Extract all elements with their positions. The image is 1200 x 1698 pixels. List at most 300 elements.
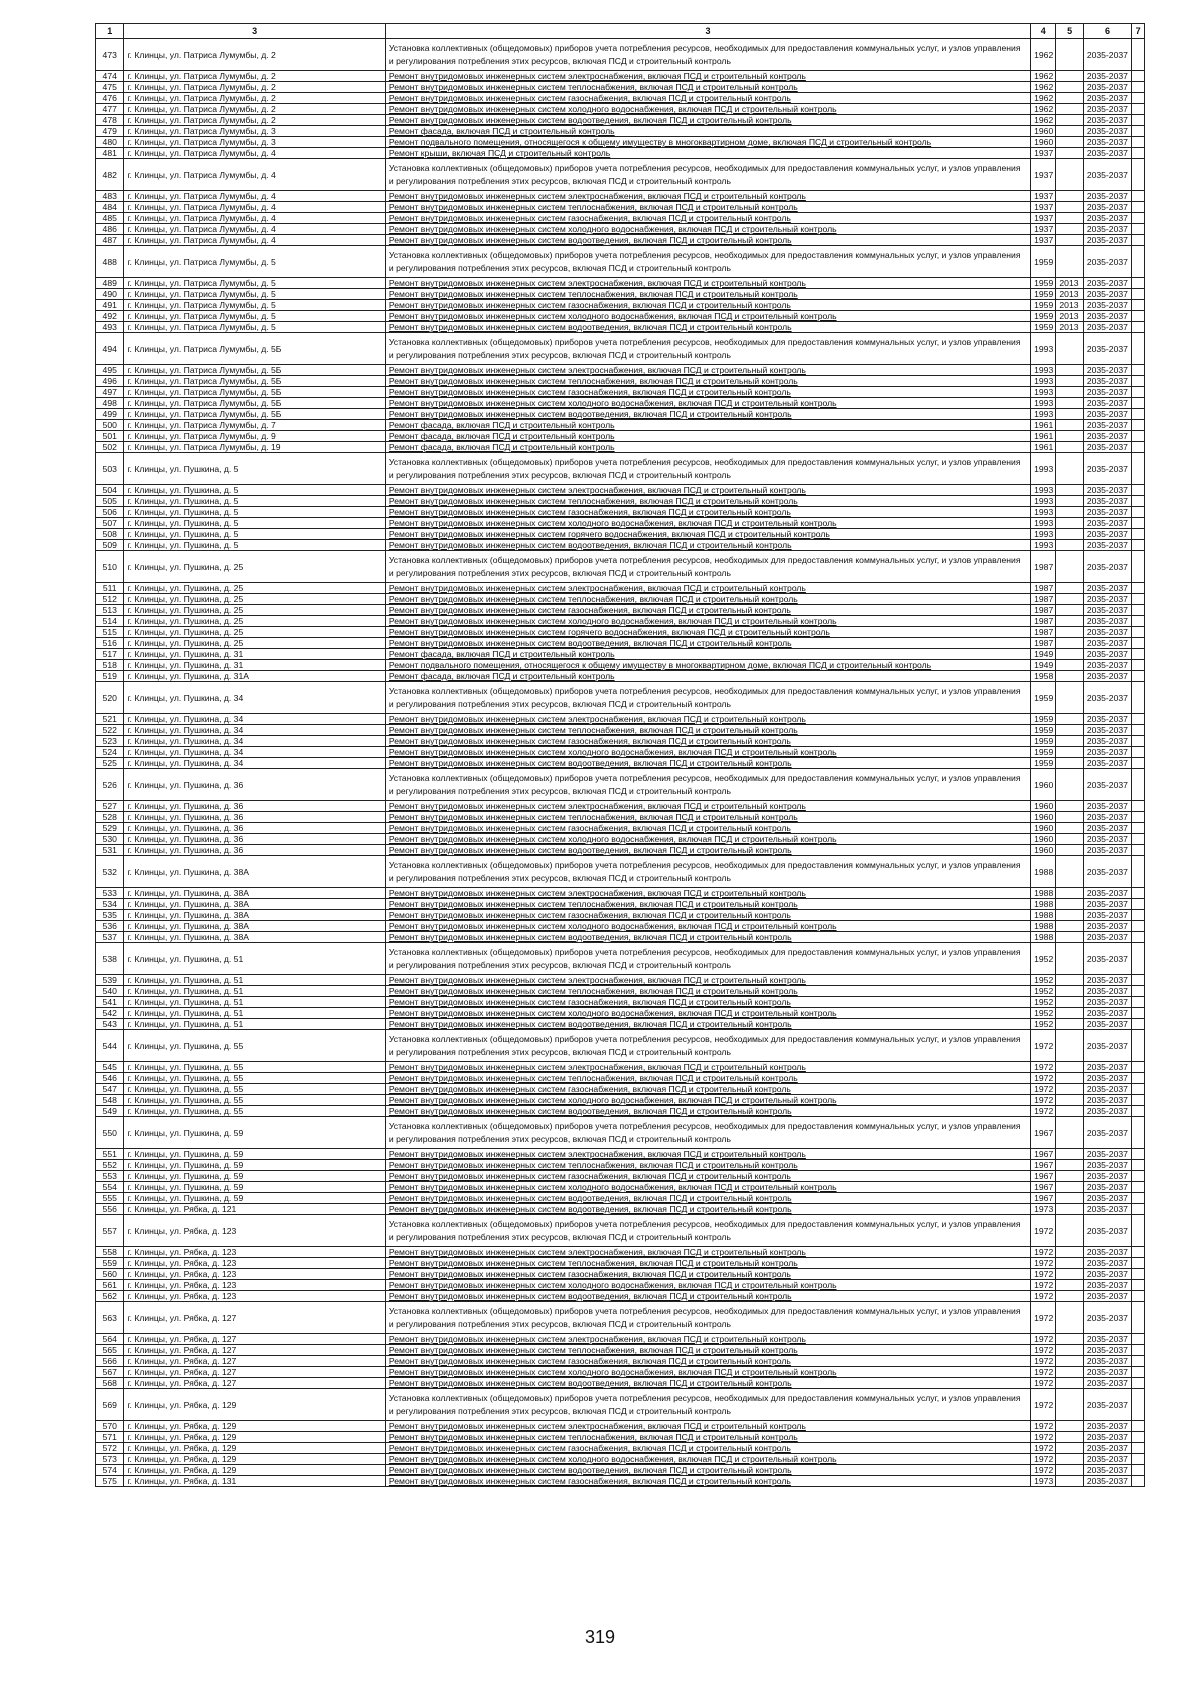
work-type-cell: Ремонт внутридомовых инженерных систем электроснабжения, включая ПСД и строительный контроль [385, 583, 1030, 594]
table-row [96, 649, 1145, 660]
table-row [96, 583, 1145, 594]
extra-cell [1132, 420, 1145, 431]
last-repair-year-cell [1056, 605, 1083, 616]
table-row [96, 507, 1145, 518]
build-year-cell: 1949 [1031, 660, 1056, 671]
extra-cell [1132, 376, 1145, 387]
planned-period-cell: 2035-2037 [1083, 769, 1131, 801]
planned-period-cell: 2035-2037 [1083, 71, 1131, 82]
row-number-cell: 543 [96, 1019, 124, 1030]
last-repair-year-cell [1056, 1247, 1083, 1258]
build-year-cell: 1960 [1031, 812, 1056, 823]
table-row [96, 387, 1145, 398]
extra-cell [1132, 583, 1145, 594]
address-cell: г. Клинцы, ул. Пушкина, д. 51 [124, 1008, 385, 1019]
build-year-cell: 1937 [1031, 224, 1056, 235]
extra-cell [1132, 888, 1145, 899]
table-row [96, 365, 1145, 376]
header-col-1: 1 [96, 24, 124, 39]
row-number-cell: 489 [96, 278, 124, 289]
last-repair-year-cell [1056, 910, 1083, 921]
extra-cell [1132, 71, 1145, 82]
last-repair-year-cell [1056, 159, 1083, 191]
row-number-cell: 532 [96, 856, 124, 888]
address-cell: г. Клинцы, ул. Патриса Лумумбы, д. 5 [124, 289, 385, 300]
work-type-cell: Установка коллективных (общедомовых) приборов учета потребления ресурсов, необходимых для предоставления коммунальных услуг, и узлов управления и регулирования потребления этих ресурсов, включая ПСД и строительный контроль [385, 1117, 1030, 1149]
work-type-cell: Ремонт внутридомовых инженерных систем электроснабжения, включая ПСД и строительный контроль [385, 714, 1030, 725]
last-repair-year-cell [1056, 485, 1083, 496]
row-number-cell: 473 [96, 39, 124, 71]
planned-period-cell: 2035-2037 [1083, 1062, 1131, 1073]
build-year-cell: 1937 [1031, 213, 1056, 224]
extra-cell [1132, 442, 1145, 453]
address-cell: г. Клинцы, ул. Пушкина, д. 59 [124, 1117, 385, 1149]
build-year-cell: 1959 [1031, 758, 1056, 769]
work-type-cell: Ремонт внутридомовых инженерных систем электроснабжения, включая ПСД и строительный контроль [385, 1062, 1030, 1073]
planned-period-cell: 2035-2037 [1083, 137, 1131, 148]
table-row [96, 714, 1145, 725]
address-cell: г. Клинцы, ул. Пушкина, д. 25 [124, 605, 385, 616]
address-cell: г. Клинцы, ул. Пушкина, д. 55 [124, 1084, 385, 1095]
build-year-cell: 1952 [1031, 1019, 1056, 1030]
table-row [96, 71, 1145, 82]
address-cell: г. Клинцы, ул. Пушкина, д. 38А [124, 932, 385, 943]
planned-period-cell: 2035-2037 [1083, 420, 1131, 431]
work-type-cell: Ремонт внутридомовых инженерных систем теплоснабжения, включая ПСД и строительный контроль [385, 496, 1030, 507]
row-number-cell: 488 [96, 246, 124, 278]
row-number-cell: 505 [96, 496, 124, 507]
build-year-cell: 1967 [1031, 1149, 1056, 1160]
work-type-cell: Установка коллективных (общедомовых) приборов учета потребления ресурсов, необходимых для предоставления коммунальных услуг, и узлов управления и регулирования потребления этих ресурсов, включая ПСД и строительный контроль [385, 1302, 1030, 1334]
row-number-cell: 558 [96, 1247, 124, 1258]
work-type-cell: Ремонт внутридомовых инженерных систем электроснабжения, включая ПСД и строительный контроль [385, 1334, 1030, 1345]
last-repair-year-cell [1056, 682, 1083, 714]
work-type-cell: Ремонт внутридомовых инженерных систем теплоснабжения, включая ПСД и строительный контроль [385, 812, 1030, 823]
extra-cell [1132, 616, 1145, 627]
last-repair-year-cell [1056, 398, 1083, 409]
table-row [96, 278, 1145, 289]
address-cell: г. Клинцы, ул. Патриса Лумумбы, д. 3 [124, 137, 385, 148]
planned-period-cell: 2035-2037 [1083, 376, 1131, 387]
work-type-cell: Ремонт внутридомовых инженерных систем водоотведения, включая ПСД и строительный контроль [385, 1378, 1030, 1389]
table-row [96, 975, 1145, 986]
address-cell: г. Клинцы, ул. Пушкина, д. 38А [124, 910, 385, 921]
address-cell: г. Клинцы, ул. Пушкина, д. 34 [124, 747, 385, 758]
extra-cell [1132, 1280, 1145, 1291]
build-year-cell: 1949 [1031, 649, 1056, 660]
address-cell: г. Клинцы, ул. Пушкина, д. 55 [124, 1095, 385, 1106]
table-row [96, 453, 1145, 485]
extra-cell [1132, 311, 1145, 322]
last-repair-year-cell [1056, 1019, 1083, 1030]
build-year-cell: 1962 [1031, 82, 1056, 93]
work-type-cell: Ремонт внутридомовых инженерных систем электроснабжения, включая ПСД и строительный контроль [385, 191, 1030, 202]
table-row [96, 518, 1145, 529]
row-number-cell: 529 [96, 823, 124, 834]
row-number-cell: 484 [96, 202, 124, 213]
planned-period-cell: 2035-2037 [1083, 289, 1131, 300]
build-year-cell: 1967 [1031, 1160, 1056, 1171]
address-cell: г. Клинцы, ул. Пушкина, д. 5 [124, 485, 385, 496]
extra-cell [1132, 93, 1145, 104]
work-type-cell: Ремонт фасада, включая ПСД и строительный контроль [385, 442, 1030, 453]
row-number-cell: 537 [96, 932, 124, 943]
planned-period-cell: 2035-2037 [1083, 1356, 1131, 1367]
page-number: 319 [584, 1627, 616, 1647]
address-cell: г. Клинцы, ул. Пушкина, д. 5 [124, 540, 385, 551]
build-year-cell: 1972 [1031, 1421, 1056, 1432]
table-row [96, 845, 1145, 856]
build-year-cell: 1972 [1031, 1454, 1056, 1465]
row-number-cell: 564 [96, 1334, 124, 1345]
row-number-cell: 544 [96, 1030, 124, 1062]
row-number-cell: 566 [96, 1356, 124, 1367]
address-cell: г. Клинцы, ул. Рябка, д. 123 [124, 1258, 385, 1269]
row-number-cell: 518 [96, 660, 124, 671]
planned-period-cell: 2035-2037 [1083, 1345, 1131, 1356]
work-type-cell: Ремонт внутридомовых инженерных систем водоотведения, включая ПСД и строительный контроль [385, 1019, 1030, 1030]
address-cell: г. Клинцы, ул. Рябка, д. 123 [124, 1280, 385, 1291]
header-col-2: 3 [124, 24, 385, 39]
planned-period-cell: 2035-2037 [1083, 899, 1131, 910]
last-repair-year-cell [1056, 758, 1083, 769]
last-repair-year-cell [1056, 442, 1083, 453]
extra-cell [1132, 289, 1145, 300]
address-cell: г. Клинцы, ул. Патриса Лумумбы, д. 4 [124, 159, 385, 191]
last-repair-year-cell [1056, 823, 1083, 834]
extra-cell [1132, 246, 1145, 278]
address-cell: г. Клинцы, ул. Пушкина, д. 36 [124, 823, 385, 834]
table-row [96, 1247, 1145, 1258]
build-year-cell: 1987 [1031, 594, 1056, 605]
extra-cell [1132, 660, 1145, 671]
work-type-cell: Ремонт внутридомовых инженерных систем холодного водоснабжения, включая ПСД и строительный контроль [385, 398, 1030, 409]
extra-cell [1132, 1356, 1145, 1367]
header-col-4: 4 [1031, 24, 1056, 39]
row-number-cell: 524 [96, 747, 124, 758]
row-number-cell: 517 [96, 649, 124, 660]
table-row [96, 126, 1145, 137]
table-row [96, 660, 1145, 671]
extra-cell [1132, 725, 1145, 736]
row-number-cell: 547 [96, 1084, 124, 1095]
planned-period-cell: 2035-2037 [1083, 93, 1131, 104]
extra-cell [1132, 453, 1145, 485]
work-type-cell: Ремонт внутридомовых инженерных систем теплоснабжения, включая ПСД и строительный контроль [385, 289, 1030, 300]
planned-period-cell: 2035-2037 [1083, 747, 1131, 758]
address-cell: г. Клинцы, ул. Рябка, д. 127 [124, 1334, 385, 1345]
last-repair-year-cell [1056, 1389, 1083, 1421]
last-repair-year-cell [1056, 453, 1083, 485]
row-number-cell: 511 [96, 583, 124, 594]
extra-cell [1132, 1008, 1145, 1019]
table-row [96, 1465, 1145, 1476]
planned-period-cell: 2035-2037 [1083, 1476, 1131, 1487]
last-repair-year-cell [1056, 39, 1083, 71]
build-year-cell: 1960 [1031, 801, 1056, 812]
table-row [96, 747, 1145, 758]
header-row [96, 24, 1145, 39]
table-row [96, 1215, 1145, 1247]
extra-cell [1132, 115, 1145, 126]
planned-period-cell: 2035-2037 [1083, 1465, 1131, 1476]
last-repair-year-cell [1056, 1432, 1083, 1443]
extra-cell [1132, 278, 1145, 289]
table-row [96, 638, 1145, 649]
work-type-cell: Ремонт внутридомовых инженерных систем водоотведения, включая ПСД и строительный контроль [385, 1193, 1030, 1204]
work-type-cell: Ремонт внутридомовых инженерных систем теплоснабжения, включая ПСД и строительный контроль [385, 1073, 1030, 1084]
extra-cell [1132, 1204, 1145, 1215]
table-row [96, 812, 1145, 823]
planned-period-cell: 2035-2037 [1083, 1084, 1131, 1095]
build-year-cell: 1972 [1031, 1095, 1056, 1106]
table-row [96, 834, 1145, 845]
table-row [96, 1258, 1145, 1269]
document-sheet [95, 23, 1145, 1487]
build-year-cell: 1993 [1031, 507, 1056, 518]
extra-cell [1132, 431, 1145, 442]
build-year-cell: 1973 [1031, 1204, 1056, 1215]
planned-period-cell: 2035-2037 [1083, 834, 1131, 845]
address-cell: г. Клинцы, ул. Пушкина, д. 55 [124, 1030, 385, 1062]
work-type-cell: Ремонт внутридомовых инженерных систем теплоснабжения, включая ПСД и строительный контроль [385, 986, 1030, 997]
last-repair-year-cell [1056, 213, 1083, 224]
build-year-cell: 1972 [1031, 1432, 1056, 1443]
extra-cell [1132, 714, 1145, 725]
work-type-cell: Ремонт внутридомовых инженерных систем газоснабжения, включая ПСД и строительный контроль [385, 736, 1030, 747]
planned-period-cell: 2035-2037 [1083, 1008, 1131, 1019]
extra-cell [1132, 921, 1145, 932]
extra-cell [1132, 202, 1145, 213]
extra-cell [1132, 1149, 1145, 1160]
row-number-cell: 539 [96, 975, 124, 986]
row-number-cell: 501 [96, 431, 124, 442]
address-cell: г. Клинцы, ул. Патриса Лумумбы, д. 4 [124, 191, 385, 202]
planned-period-cell: 2035-2037 [1083, 1367, 1131, 1378]
table-row [96, 899, 1145, 910]
planned-period-cell: 2035-2037 [1083, 736, 1131, 747]
row-number-cell: 523 [96, 736, 124, 747]
table-row [96, 997, 1145, 1008]
build-year-cell: 1993 [1031, 333, 1056, 365]
address-cell: г. Клинцы, ул. Патриса Лумумбы, д. 4 [124, 224, 385, 235]
extra-cell [1132, 605, 1145, 616]
planned-period-cell: 2035-2037 [1083, 605, 1131, 616]
extra-cell [1132, 518, 1145, 529]
work-type-cell: Ремонт внутридомовых инженерных систем электроснабжения, включая ПСД и строительный контроль [385, 1421, 1030, 1432]
work-type-cell: Ремонт внутридомовых инженерных систем водоотведения, включая ПСД и строительный контроль [385, 409, 1030, 420]
extra-cell [1132, 1182, 1145, 1193]
build-year-cell: 1972 [1031, 1378, 1056, 1389]
address-cell: г. Клинцы, ул. Патриса Лумумбы, д. 5Б [124, 387, 385, 398]
last-repair-year-cell [1056, 812, 1083, 823]
extra-cell [1132, 671, 1145, 682]
table-row [96, 1280, 1145, 1291]
table-row [96, 1095, 1145, 1106]
build-year-cell: 1993 [1031, 518, 1056, 529]
planned-period-cell: 2035-2037 [1083, 758, 1131, 769]
table-row [96, 1389, 1145, 1421]
work-type-cell: Ремонт внутридомовых инженерных систем газоснабжения, включая ПСД и строительный контроль [385, 213, 1030, 224]
extra-cell [1132, 1476, 1145, 1487]
table-row [96, 682, 1145, 714]
extra-cell [1132, 1030, 1145, 1062]
build-year-cell: 1988 [1031, 921, 1056, 932]
address-cell: г. Клинцы, ул. Патриса Лумумбы, д. 5 [124, 246, 385, 278]
work-type-cell: Ремонт внутридомовых инженерных систем электроснабжения, включая ПСД и строительный контроль [385, 1149, 1030, 1160]
work-type-cell: Ремонт внутридомовых инженерных систем газоснабжения, включая ПСД и строительный контроль [385, 507, 1030, 518]
table-row [96, 1182, 1145, 1193]
last-repair-year-cell [1056, 801, 1083, 812]
row-number-cell: 500 [96, 420, 124, 431]
table-row [96, 398, 1145, 409]
address-cell: г. Клинцы, ул. Рябка, д. 121 [124, 1204, 385, 1215]
address-cell: г. Клинцы, ул. Пушкина, д. 25 [124, 627, 385, 638]
table-row [96, 202, 1145, 213]
planned-period-cell: 2035-2037 [1083, 453, 1131, 485]
row-number-cell: 497 [96, 387, 124, 398]
extra-cell [1132, 398, 1145, 409]
last-repair-year-cell [1056, 376, 1083, 387]
planned-period-cell: 2035-2037 [1083, 148, 1131, 159]
row-number-cell: 567 [96, 1367, 124, 1378]
row-number-cell: 553 [96, 1171, 124, 1182]
last-repair-year-cell [1056, 616, 1083, 627]
build-year-cell: 1960 [1031, 834, 1056, 845]
table-row [96, 627, 1145, 638]
row-number-cell: 550 [96, 1117, 124, 1149]
address-cell: г. Клинцы, ул. Рябка, д. 129 [124, 1454, 385, 1465]
build-year-cell: 1959 [1031, 289, 1056, 300]
build-year-cell: 1959 [1031, 246, 1056, 278]
work-type-cell: Ремонт внутридомовых инженерных систем теплоснабжения, включая ПСД и строительный контроль [385, 899, 1030, 910]
row-number-cell: 522 [96, 725, 124, 736]
table-row [96, 529, 1145, 540]
row-number-cell: 507 [96, 518, 124, 529]
last-repair-year-cell [1056, 1193, 1083, 1204]
row-number-cell: 481 [96, 148, 124, 159]
work-type-cell: Ремонт внутридомовых инженерных систем теплоснабжения, включая ПСД и строительный контроль [385, 376, 1030, 387]
last-repair-year-cell [1056, 518, 1083, 529]
table-row [96, 191, 1145, 202]
table-row [96, 333, 1145, 365]
planned-period-cell: 2035-2037 [1083, 115, 1131, 126]
address-cell: г. Клинцы, ул. Рябка, д. 123 [124, 1291, 385, 1302]
row-number-cell: 475 [96, 82, 124, 93]
work-type-cell: Ремонт внутридомовых инженерных систем газоснабжения, включая ПСД и строительный контроль [385, 300, 1030, 311]
extra-cell [1132, 1367, 1145, 1378]
planned-period-cell: 2035-2037 [1083, 975, 1131, 986]
extra-cell [1132, 1019, 1145, 1030]
build-year-cell: 1993 [1031, 398, 1056, 409]
planned-period-cell: 2035-2037 [1083, 932, 1131, 943]
last-repair-year-cell [1056, 93, 1083, 104]
row-number-cell: 563 [96, 1302, 124, 1334]
address-cell: г. Клинцы, ул. Пушкина, д. 25 [124, 638, 385, 649]
planned-period-cell: 2035-2037 [1083, 845, 1131, 856]
planned-period-cell: 2035-2037 [1083, 202, 1131, 213]
build-year-cell: 1993 [1031, 453, 1056, 485]
build-year-cell: 1937 [1031, 202, 1056, 213]
last-repair-year-cell [1056, 638, 1083, 649]
work-type-cell: Ремонт внутридомовых инженерных систем газоснабжения, включая ПСД и строительный контроль [385, 93, 1030, 104]
table-row [96, 540, 1145, 551]
address-cell: г. Клинцы, ул. Рябка, д. 123 [124, 1215, 385, 1247]
extra-cell [1132, 1269, 1145, 1280]
planned-period-cell: 2035-2037 [1083, 1106, 1131, 1117]
row-number-cell: 571 [96, 1432, 124, 1443]
planned-period-cell: 2035-2037 [1083, 1302, 1131, 1334]
build-year-cell: 1959 [1031, 682, 1056, 714]
address-cell: г. Клинцы, ул. Рябка, д. 127 [124, 1367, 385, 1378]
planned-period-cell: 2035-2037 [1083, 191, 1131, 202]
row-number-cell: 561 [96, 1280, 124, 1291]
address-cell: г. Клинцы, ул. Пушкина, д. 36 [124, 845, 385, 856]
build-year-cell: 1972 [1031, 1302, 1056, 1334]
table-row [96, 888, 1145, 899]
address-cell: г. Клинцы, ул. Патриса Лумумбы, д. 2 [124, 93, 385, 104]
build-year-cell: 1972 [1031, 1215, 1056, 1247]
work-type-cell: Установка коллективных (общедомовых) приборов учета потребления ресурсов, необходимых для предоставления коммунальных услуг, и узлов управления и регулирования потребления этих ресурсов, включая ПСД и строительный контроль [385, 246, 1030, 278]
extra-cell [1132, 1106, 1145, 1117]
planned-period-cell: 2035-2037 [1083, 594, 1131, 605]
extra-cell [1132, 1095, 1145, 1106]
work-type-cell: Ремонт внутридомовых инженерных систем газоснабжения, включая ПСД и строительный контроль [385, 1269, 1030, 1280]
row-number-cell: 520 [96, 682, 124, 714]
table-row [96, 736, 1145, 747]
row-number-cell: 495 [96, 365, 124, 376]
row-number-cell: 538 [96, 943, 124, 975]
build-year-cell: 1962 [1031, 115, 1056, 126]
planned-period-cell: 2035-2037 [1083, 616, 1131, 627]
row-number-cell: 477 [96, 104, 124, 115]
extra-cell [1132, 649, 1145, 660]
extra-cell [1132, 191, 1145, 202]
row-number-cell: 509 [96, 540, 124, 551]
last-repair-year-cell [1056, 1367, 1083, 1378]
table-row [96, 921, 1145, 932]
work-type-cell: Установка коллективных (общедомовых) приборов учета потребления ресурсов, необходимых для предоставления коммунальных услуг, и узлов управления и регулирования потребления этих ресурсов, включая ПСД и строительный контроль [385, 1215, 1030, 1247]
table-row [96, 82, 1145, 93]
row-number-cell: 494 [96, 333, 124, 365]
address-cell: г. Клинцы, ул. Патриса Лумумбы, д. 9 [124, 431, 385, 442]
last-repair-year-cell [1056, 1302, 1083, 1334]
extra-cell [1132, 769, 1145, 801]
table-row [96, 322, 1145, 333]
row-number-cell: 476 [96, 93, 124, 104]
planned-period-cell: 2035-2037 [1083, 518, 1131, 529]
build-year-cell: 1962 [1031, 93, 1056, 104]
row-number-cell: 530 [96, 834, 124, 845]
build-year-cell: 1952 [1031, 997, 1056, 1008]
extra-cell [1132, 409, 1145, 420]
last-repair-year-cell [1056, 529, 1083, 540]
row-number-cell: 573 [96, 1454, 124, 1465]
extra-cell [1132, 137, 1145, 148]
build-year-cell: 1972 [1031, 1345, 1056, 1356]
planned-period-cell: 2035-2037 [1083, 1160, 1131, 1171]
last-repair-year-cell [1056, 660, 1083, 671]
extra-cell [1132, 910, 1145, 921]
last-repair-year-cell [1056, 594, 1083, 605]
extra-cell [1132, 1171, 1145, 1182]
table-row [96, 1345, 1145, 1356]
planned-period-cell: 2035-2037 [1083, 300, 1131, 311]
build-year-cell: 1972 [1031, 1443, 1056, 1454]
last-repair-year-cell [1056, 1345, 1083, 1356]
planned-period-cell: 2035-2037 [1083, 1215, 1131, 1247]
work-type-cell: Установка коллективных (общедомовых) приборов учета потребления ресурсов, необходимых для предоставления коммунальных услуг, и узлов управления и регулирования потребления этих ресурсов, включая ПСД и строительный контроль [385, 1389, 1030, 1421]
